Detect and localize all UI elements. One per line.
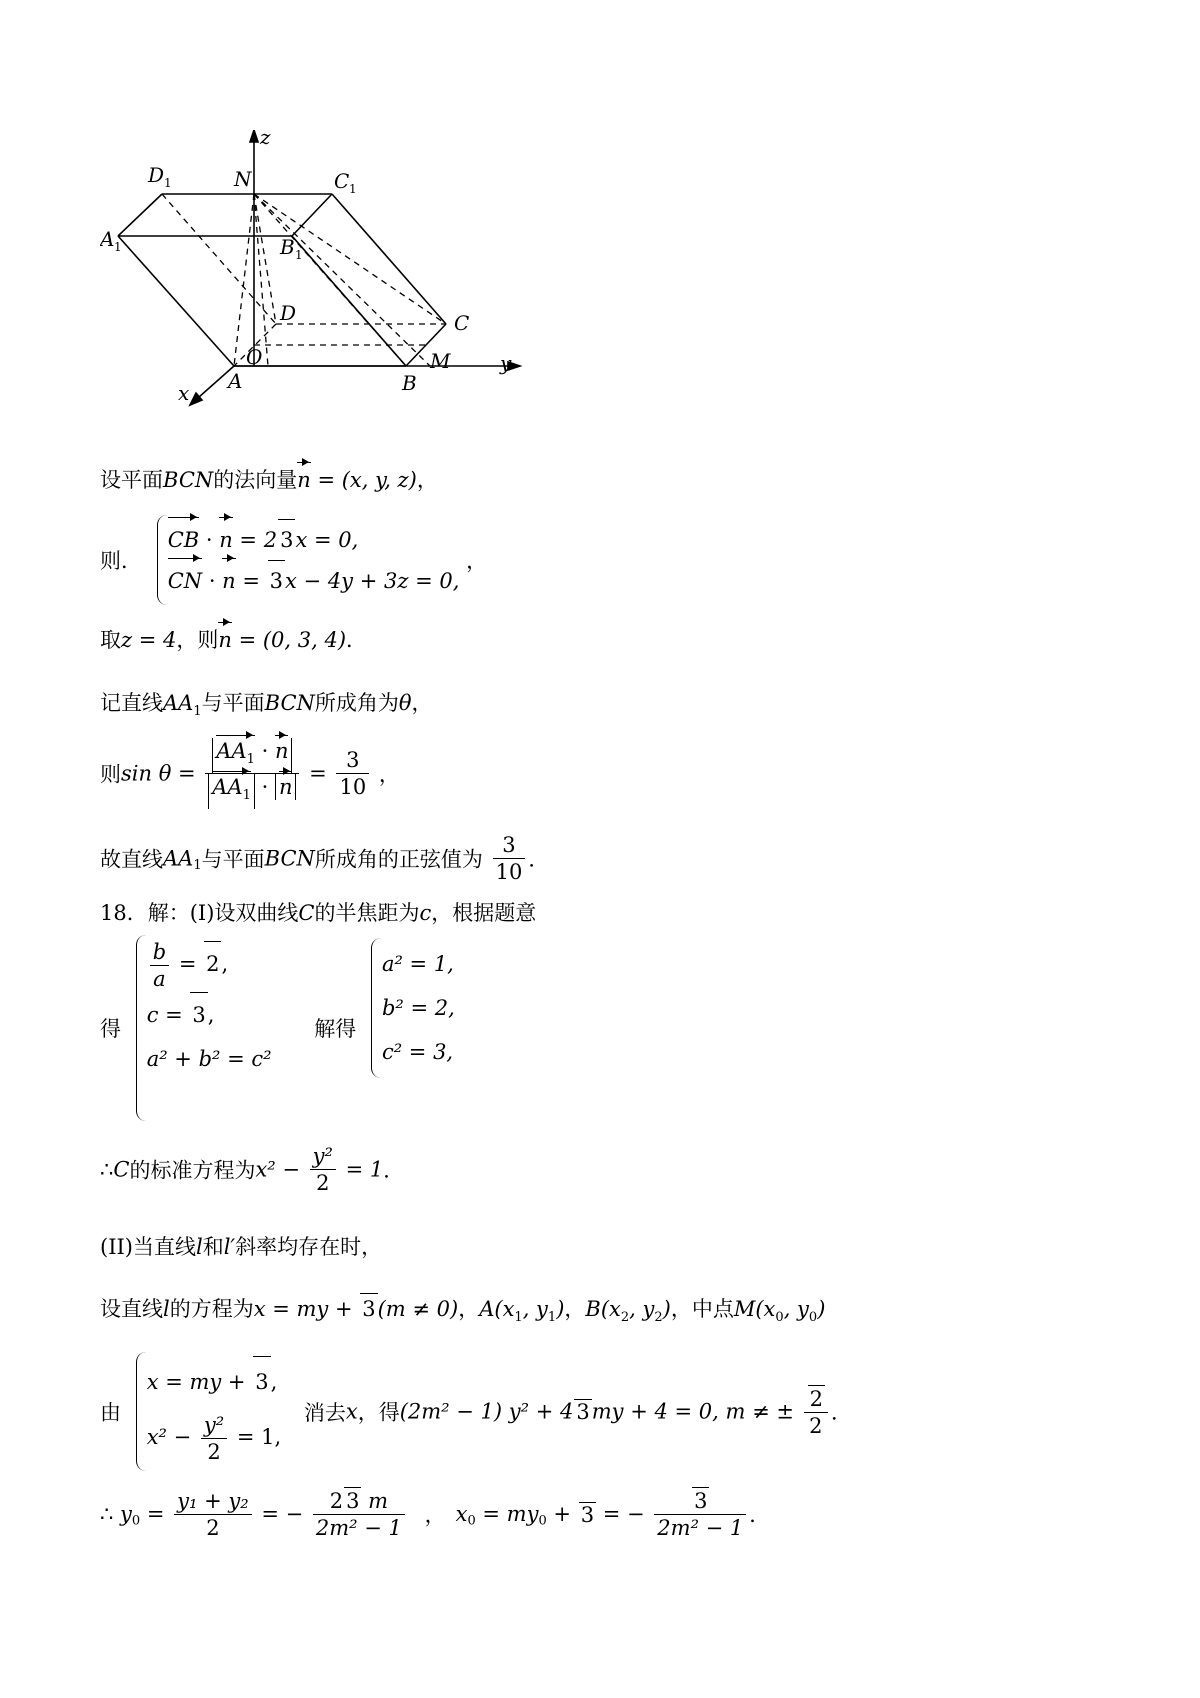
text-line-9: ∴C的标准方程为x² − $\frac{\text{y²}}{2}$ = 1． <box>100 1144 405 1195</box>
label-D1: D <box>148 163 165 187</box>
label-z: z <box>260 130 271 149</box>
text-line-2: 则． CB · n = 2 3x = 0, CN · n = 3x − 4y + 3z = 0, ， <box>100 515 487 605</box>
label-M: M <box>430 349 451 373</box>
text-line-10: (II)当直线l和l′斜率均存在时， <box>100 1235 383 1259</box>
text-line-3: 取z = 4，则n = (0, 3, 4)． <box>100 625 367 655</box>
label-N: N <box>234 167 252 191</box>
label-B1: B <box>280 235 295 259</box>
svg-text:1: 1 <box>349 182 357 196</box>
label-D: D <box>280 301 297 325</box>
text-line-5: 则sin θ = $\frac{AA_1 \cdot n}{AA_1 \cdot n}$ = $\frac{3}{10}$ ， <box>100 738 400 809</box>
prism-figure <box>100 130 580 450</box>
system-given: $\frac{b}{a}$ = 2, c = 3, a² + b² = c² <box>136 935 272 1121</box>
sin-fraction: $\frac{AA_1 \cdot n}{AA_1 \cdot n}$ <box>205 738 299 809</box>
label-C: C <box>454 311 470 335</box>
svg-text:1: 1 <box>114 240 122 254</box>
label-C1: C <box>334 169 350 193</box>
system-solved: a² = 1, b² = 2, c² = 3, <box>371 938 455 1078</box>
text-line-1: 设平面BCN的法向量n = (x, y, z)， <box>100 465 438 495</box>
label-B: B <box>402 371 417 395</box>
label-y: y <box>500 351 512 375</box>
text-line-11: 设直线l的方程为x = my + 3(m ≠ 0)，$A(x_1$, $y_1$)，$B(x_2$, $y_2$)，中点$M(x_0$, $y_0$) <box>100 1293 825 1333</box>
text-line-8: 得 $\frac{b}{a}$ = 2, c = 3, a² + b² = c² 解得 a² = 1, b² = 2, c² = 3, <box>100 935 455 1121</box>
label-x: x <box>178 381 190 405</box>
label-A1: A <box>100 227 115 251</box>
svg-text:1: 1 <box>164 176 172 190</box>
system-normal-vector: CB · n = 2 3x = 0, CN · n = 3x − 4y + 3z = 0, <box>157 515 460 605</box>
svg-text:1: 1 <box>295 248 303 262</box>
text-line-6: 故直线$AA_1$与平面BCN所成角的正弦值为 $\frac{3}{10}$ ． <box>100 833 550 884</box>
label-A: A <box>228 369 243 393</box>
text-line-13: ∴ $y_0$ = $\frac{\text{y₁ + y₂}}{2}$ = − $\frac{2 3 m}{\text{2m² − 1}}$ ， $x_0 = my_0 + 3$ = − $\frac{3}{\text{2m² − 1}}$ ． <box>100 1488 771 1540</box>
text-line-4: 记直线$AA_1$与平面BCN所成角为θ， <box>100 691 433 720</box>
label-O: O <box>246 345 263 369</box>
text-line-12: 由 x = my + 3, x² − $\frac{\text{y²}}{2}$ = 1, 消去x，得(2m² − 1) y² + 4 3my + 4 = 0, m ≠ ± $\frac{2}{2}$ ． <box>100 1352 852 1471</box>
system-intersection: x = my + 3, x² − $\frac{\text{y²}}{2}$ = 1, <box>136 1352 282 1471</box>
text-line-7: 18．解：(I)设双曲线C的半焦距为c，根据题意 <box>100 901 537 925</box>
